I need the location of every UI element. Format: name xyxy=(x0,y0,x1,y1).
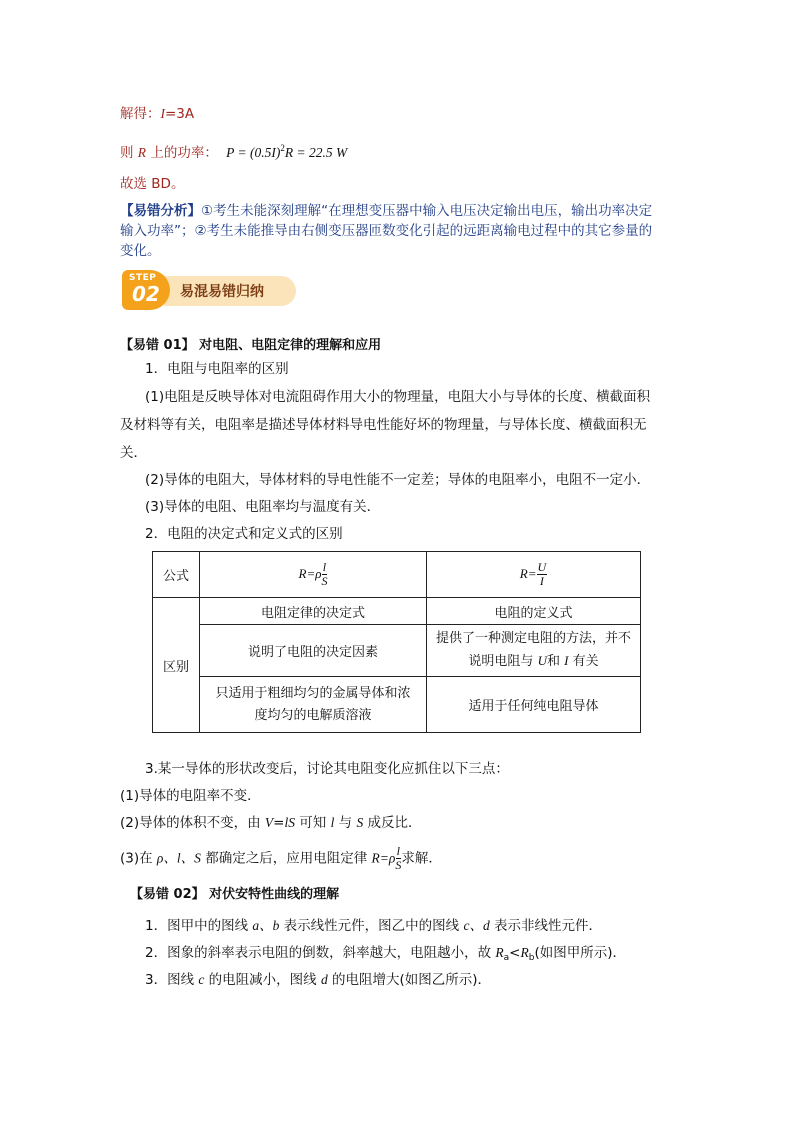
err02-p1: 1．图甲中的图线 a、b 表示线性元件，图乙中的图线 c、d 表示非线性元件． xyxy=(145,918,603,934)
analysis-line-2: 输入功率”；②考生未能推导由右侧变压器匝数变化引起的远距离输电过程中的其它参量的 xyxy=(120,223,653,239)
table-cell-diff-label: 区别 xyxy=(153,598,200,733)
resistance-comparison-table xyxy=(152,551,641,733)
err01-s1-p1-line3: 关． xyxy=(120,445,147,461)
table-cell: 说明了电阻的决定因素 xyxy=(200,625,427,677)
solution-line-1: 解得：I=3A xyxy=(120,106,195,122)
table-row xyxy=(153,598,641,625)
analysis-line-1: 【易错分析】①考生未能深刻理解“在理想变压器中输入电压决定输出电压，输出功率决定 xyxy=(120,203,653,219)
table-cell-formula-2: R= $\frac{U}{I}$ xyxy=(427,552,641,598)
power-formula: $P = (0.5I)^2R = 22.5$ W xyxy=(226,143,348,160)
solution-line-2: 则 R 上的功率： $P = (0.5I)^2R = 22.5$ W xyxy=(120,143,348,161)
table-cell-formula-label: 公式 xyxy=(153,552,200,598)
err01-s1-p1-line1: (1)电阻是反映导体对电流阻碍作用大小的物理量，电阻大小与导体的长度、横截面积 xyxy=(145,389,651,405)
table-row xyxy=(153,552,641,598)
fraction-l-over-s: $\frac{l}{S}$ xyxy=(395,844,402,872)
fraction-l-over-s: $\frac{l}{S}$ xyxy=(321,560,328,588)
step-title: 易混易错归纳 xyxy=(180,284,264,300)
err01-section2-title: 2．电阻的决定式和定义式的区别 xyxy=(145,526,343,542)
analysis-label: 【易错分析】 xyxy=(120,203,201,219)
err01-heading: 【易错 01】 对电阻、电阻定律的理解和应用 xyxy=(120,338,382,353)
err01-s1-p2: (2)导体的电阻大，导体材料的导电性能不一定差；导体的电阻率小，电阻不一定小． xyxy=(145,472,651,488)
err02-p3: 3．图线 c 的电阻减小，图线 d 的电阻增大(如图乙所示)． xyxy=(145,972,492,988)
err01-s1-p1-line2: 及材料等有关，电阻率是描述导体材料导电性能好坏的物理量，与导体长度、横截面积无 xyxy=(120,417,647,433)
table-row xyxy=(153,625,641,677)
table-cell-formula-1: R=ρ $\frac{l}{S}$ xyxy=(200,552,427,598)
err01-s1-p3: (3)导体的电阻、电阻率均与温度有关． xyxy=(145,499,381,515)
err01-section3-title: 3.某一导体的形状改变后，讨论其电阻变化应抓住以下三点： xyxy=(145,761,509,777)
step-banner xyxy=(122,270,296,310)
err01-s3-p3: (3)在 ρ、l、S 都确定之后，应用电阻定律 R=ρ $\frac{l}{S}$ 求解． xyxy=(120,844,442,872)
fraction-u-over-i: $\frac{U}{I}$ xyxy=(537,560,547,588)
err02-p2: 2．图象的斜率表示电阻的倒数，斜率越大，电阻越小，故 $R_a<R_b$(如图甲所示)． xyxy=(145,945,626,963)
err01-section1-title: 1．电阻与电阻率的区别 xyxy=(145,361,289,377)
table-cell: 提供了一种测定电阻的方法，并不 说明电阻与 U和 I 有关 xyxy=(427,625,641,677)
err02-heading: 【易错 02】 对伏安特性曲线的理解 xyxy=(130,887,340,902)
step-badge: STEP 02 xyxy=(122,270,170,310)
table-cell: 电阻的定义式 xyxy=(427,598,641,625)
err01-s3-p2: (2)导体的体积不变，由 V=lS 可知 l 与 S 成反比． xyxy=(120,815,422,831)
solution-line-3: 故选 BD。 xyxy=(120,176,185,192)
table-cell: 电阻定律的决定式 xyxy=(200,598,427,625)
err01-s3-p1: (1)导体的电阻率不变． xyxy=(120,788,261,804)
table-cell: 只适用于粗细均匀的金属导体和浓 度均匀的电解质溶液 xyxy=(200,677,427,733)
table-cell: 适用于任何纯电阻导体 xyxy=(427,677,641,733)
table-row xyxy=(153,677,641,733)
analysis-line-3: 变化。 xyxy=(120,243,161,259)
